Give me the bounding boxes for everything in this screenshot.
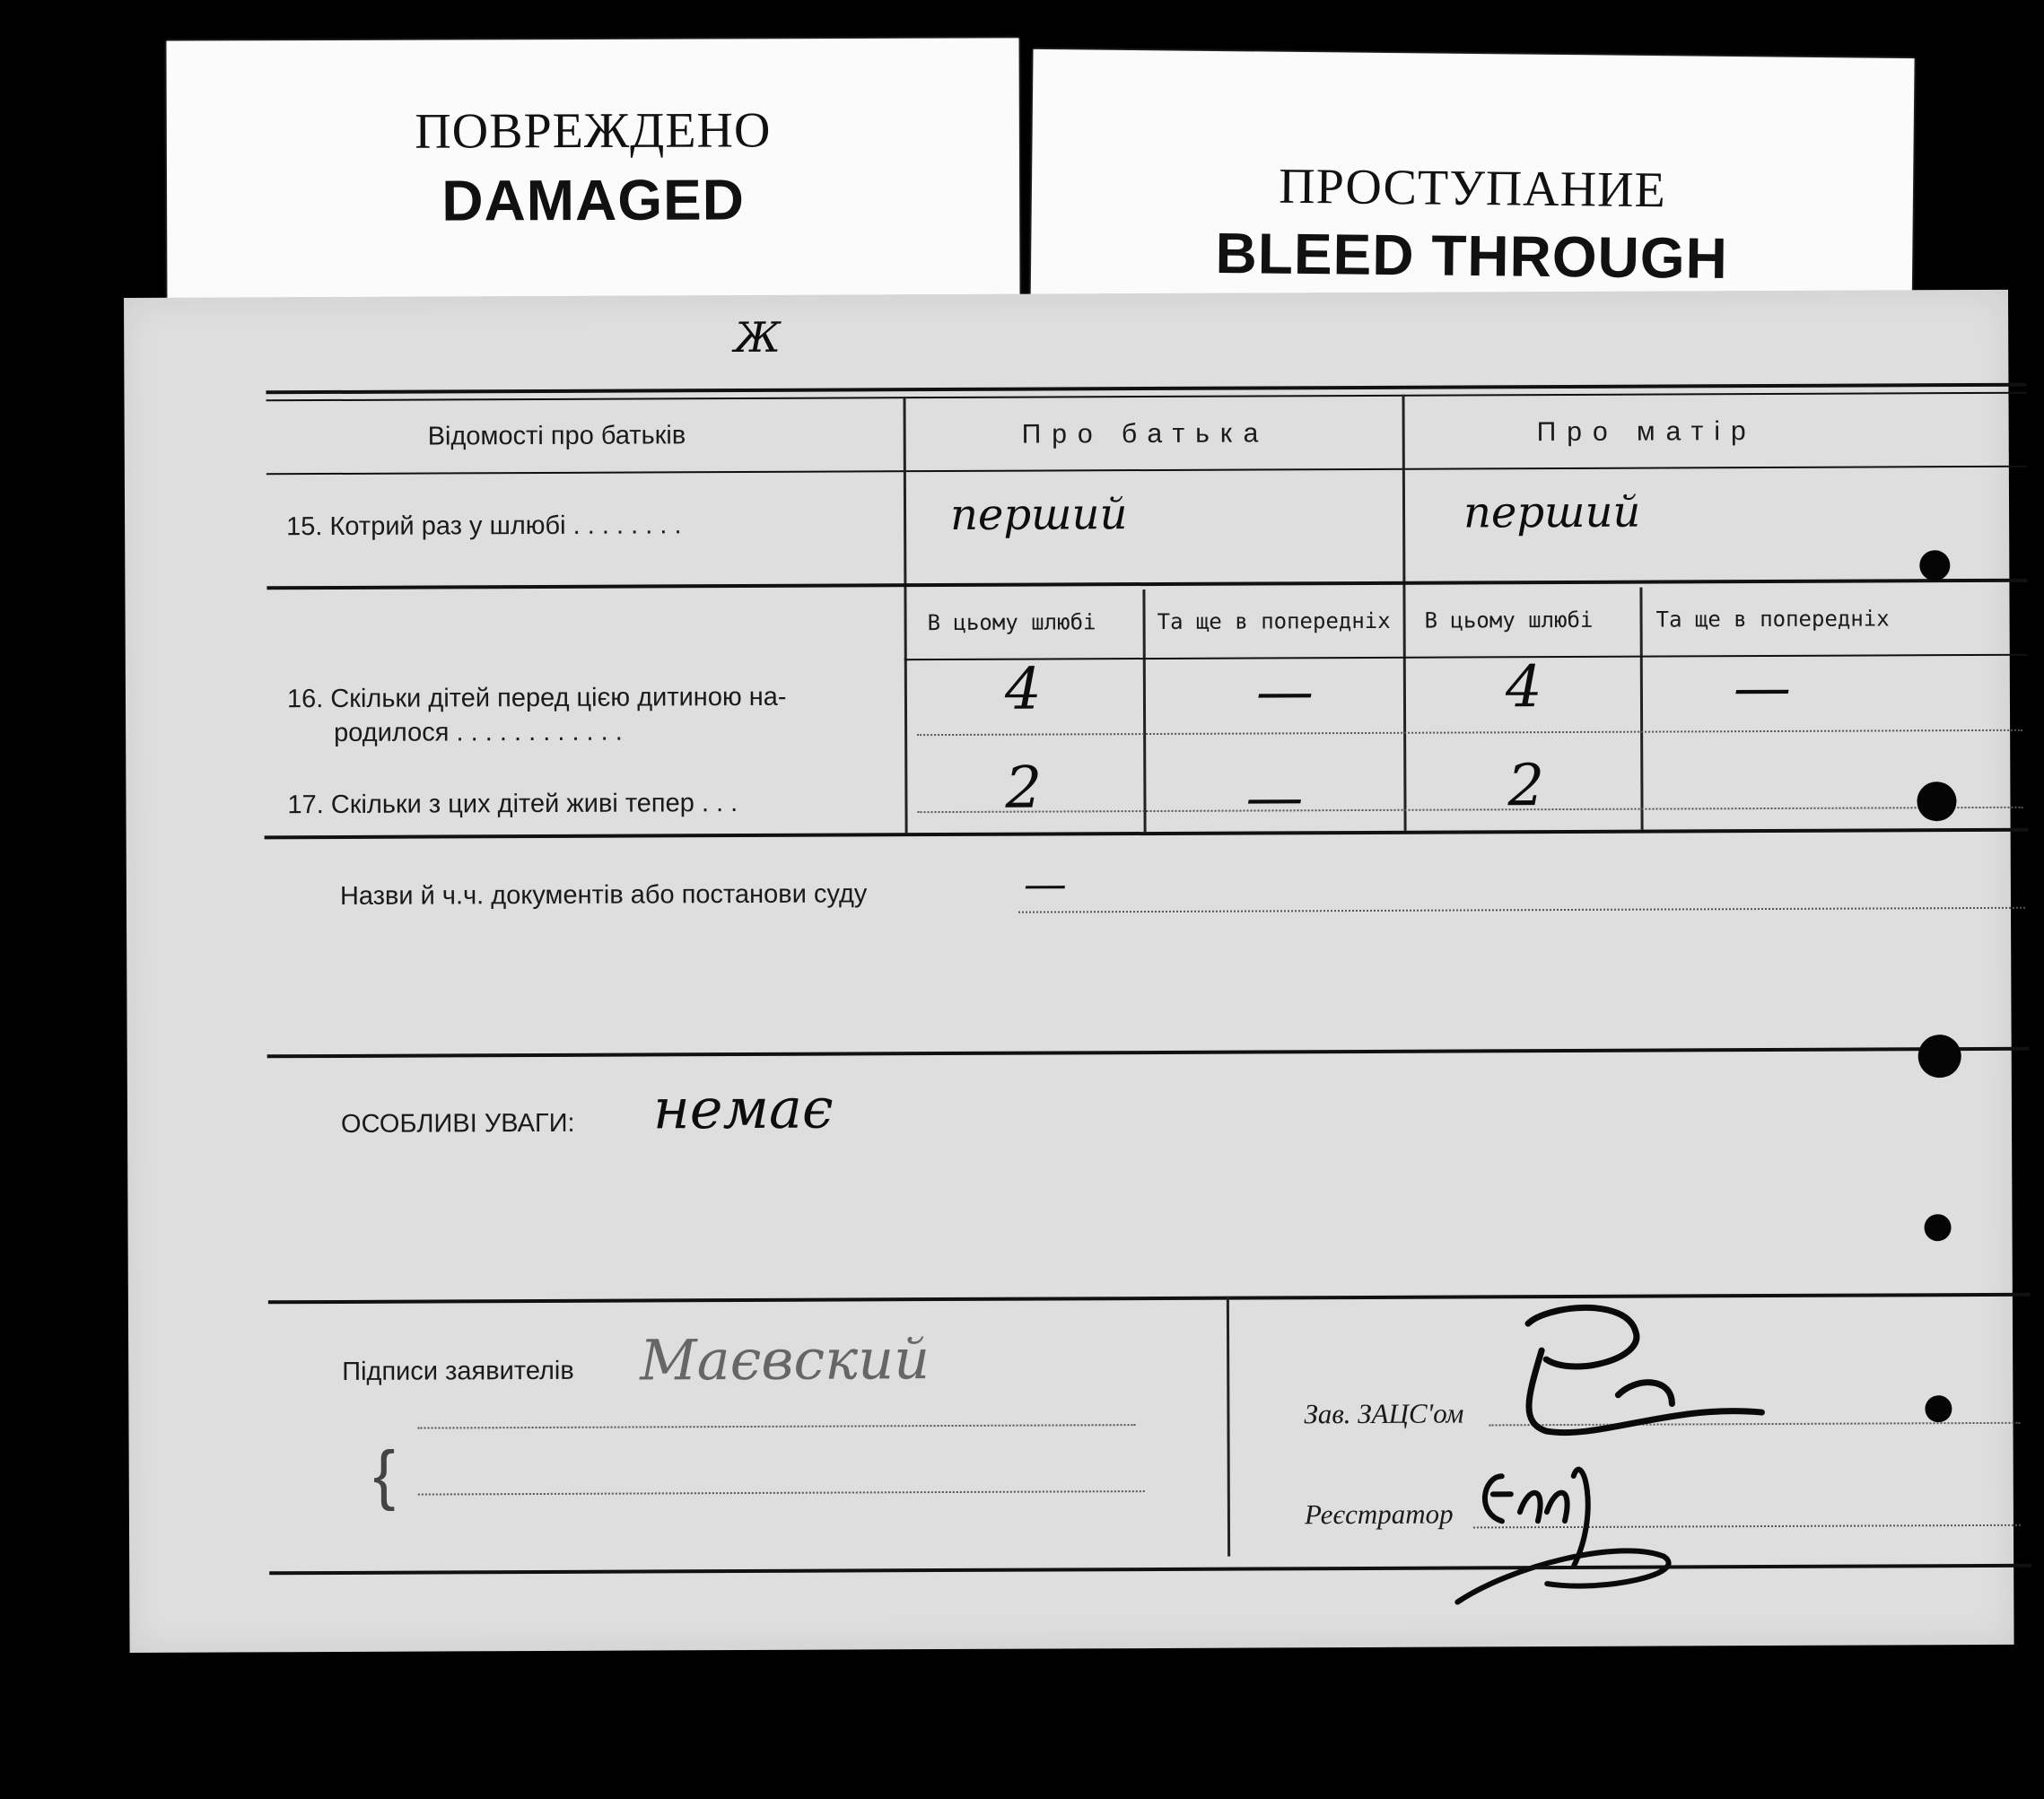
row15-divider <box>266 579 2027 590</box>
column-divider-mother-sub <box>1639 588 1643 830</box>
header-about-father: Про батька <box>1021 418 1270 450</box>
applicant-line-1 <box>417 1424 1135 1428</box>
row15-father-value: перший <box>949 489 1128 540</box>
remarks-label: ОСОБЛИВІ УВАГИ: <box>340 1108 575 1139</box>
applicant-line-2 <box>418 1490 1145 1496</box>
row16-dotted-line <box>917 729 2022 736</box>
bleed-through-label-ru: ПРОСТУПАНИЕ <box>1278 158 1667 219</box>
form-bottom-border <box>269 1564 2031 1576</box>
damaged-label-en: DAMAGED <box>441 167 746 233</box>
binding-hole <box>1918 1035 1961 1078</box>
zags-head-label: Зав. ЗАЦС'ом <box>1304 1397 1464 1430</box>
subheader-father-this-marriage: В цьому шлюбі <box>927 609 1096 636</box>
applicant-signature: Маєвский <box>640 1326 930 1393</box>
header-about-mother: Про матір <box>1536 416 1757 448</box>
registrar-signature <box>1439 1439 1709 1620</box>
row17-label: 17. Скільки з цих дітей живі тепер . . . <box>287 789 738 820</box>
applicants-signatures-label: Підписи заявителів <box>342 1356 574 1386</box>
header-parents-info: Відомості про батьків <box>427 421 686 451</box>
table-bottom-border <box>265 828 2029 840</box>
signatures-column-divider <box>1227 1297 1230 1557</box>
table-top-border-inner <box>266 392 2026 402</box>
row16-mother-prev: — <box>1733 654 1792 722</box>
row15-mother-value: перший <box>1463 486 1641 538</box>
section-divider-remarks <box>267 1047 2030 1059</box>
column-divider-mother <box>1402 395 1406 831</box>
binding-hole <box>1917 782 1956 821</box>
column-divider-father-sub <box>1142 589 1146 832</box>
binding-hole <box>1919 550 1950 581</box>
registrar-label: Реєстратор <box>1304 1498 1454 1531</box>
row16-mother-this: 4 <box>1505 654 1542 721</box>
documents-value: — <box>1023 859 1067 910</box>
header-divider <box>266 466 2027 476</box>
binding-hole <box>1925 1395 1952 1422</box>
row17-father-this: 2 <box>1005 755 1043 822</box>
subheader-father-previous: Та ще в попередніх <box>1157 607 1391 634</box>
row16-label-line1: 16. Скільки дітей перед цією дитиною на- <box>286 682 787 714</box>
row17-dotted-line <box>918 807 2023 813</box>
top-handwritten-mark: Ж <box>734 312 782 362</box>
row16-father-this: 4 <box>1004 656 1042 723</box>
row16-father-prev: — <box>1255 659 1315 726</box>
column-divider-father <box>903 397 907 833</box>
documents-dotted-line <box>1018 907 2025 913</box>
subheader-divider <box>904 654 2028 660</box>
row17-father-prev: — <box>1245 764 1304 832</box>
subheader-mother-this-marriage: В цьому шлюбі <box>1424 607 1594 633</box>
bleed-through-label-en: BLEED THROUGH <box>1215 221 1729 291</box>
subheader-mother-previous: Та ще в попередніх <box>1655 606 1890 633</box>
applicants-brace: { <box>372 1437 396 1512</box>
registry-form-page <box>124 290 2014 1653</box>
damaged-label-card <box>166 38 1019 310</box>
bleed-through-label-card <box>1030 49 1914 327</box>
row17-mother-this: 2 <box>1507 753 1545 820</box>
binding-hole <box>1924 1214 1951 1241</box>
documents-label: Назви й ч.ч. документів або постанови суду <box>339 879 868 911</box>
row15-label: 15. Котрий раз у шлюбі . . . . . . . . <box>286 511 682 542</box>
damaged-label-ru: ПОВРЕЖДЕНО <box>415 102 772 160</box>
remarks-value: немає <box>652 1075 834 1142</box>
row16-label-line2: родилося . . . . . . . . . . . . <box>334 717 623 747</box>
